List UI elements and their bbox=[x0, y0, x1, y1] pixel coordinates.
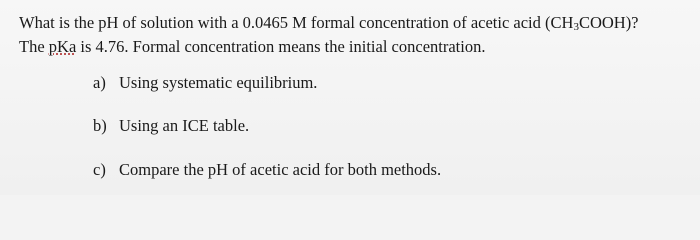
question-text-end: COOH)? bbox=[578, 13, 639, 32]
part-letter: b) bbox=[93, 116, 107, 135]
question-text-rest: is 4.76. Formal concentration means the initial concentration. bbox=[76, 37, 486, 56]
question-line-2 bbox=[19, 37, 485, 57]
subscript-3: 3 bbox=[573, 21, 579, 33]
question-text-start: The bbox=[19, 37, 49, 56]
part-a bbox=[93, 73, 317, 93]
part-letter: c) bbox=[93, 160, 106, 179]
part-text: Compare the pH of acetic acid for both methods. bbox=[119, 160, 442, 179]
part-text: Using an ICE table. bbox=[119, 116, 250, 135]
part-c bbox=[93, 160, 441, 180]
part-letter: a) bbox=[93, 73, 106, 92]
part-b bbox=[93, 116, 249, 136]
question-line-1 bbox=[19, 13, 639, 37]
question-text: What is the pH of solution with a 0.0465 M formal concentration of acetic acid (CH bbox=[19, 13, 574, 32]
pka-term: pKa bbox=[48, 37, 77, 56]
part-text: Using systematic equilibrium. bbox=[119, 73, 318, 92]
